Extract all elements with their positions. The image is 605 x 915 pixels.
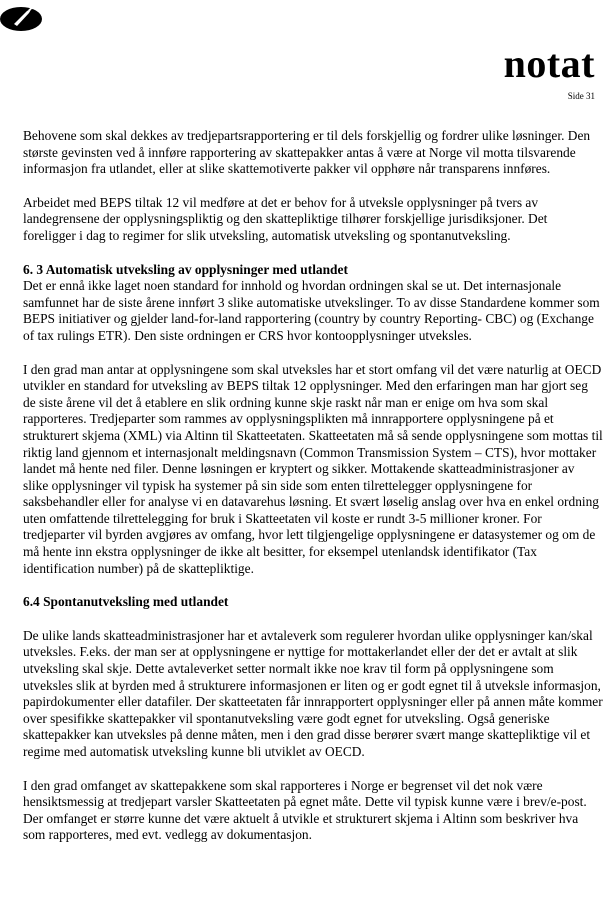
paragraph-1: Behovene som skal dekkes av tredjepartsrapportering er til dels forskjellig og fordrer ulike løsninger. Den største gevinsten ved å innføre rapportering av skattepakker antas å være at Norge vil motta tilsvarende informasjon fra utlandet, eller at slike skattemotiverte pakker vil opphøre når transparens innføres. — [23, 128, 591, 177]
logo-mark-icon — [0, 2, 46, 32]
section-heading-6-4: 6.4 Spontanutveksling med utlandet — [23, 594, 229, 610]
paragraph-6: I den grad omfanget av skattepakkene som skal rapporteres i Norge er begrenset vil det nok være hensiktsmessig at tredjepart varsler Skatteetaten på egnet måte. Dette vil typisk kunne være i brev/e-post. Der omfanget er større kunne det være aktuelt å utvikle et strukturert skjema i Altinn som beskriver hva som rapporteres, med evt. vedlegg av dokumentasjon. — [23, 777, 587, 843]
paragraph-5: De ulike lands skatteadministrasjoner har et avtaleverk som regulerer hvordan ulike opplysninger kan/skal utveksles. F.eks. der man ser at opplysningene er nyttige for mottakerlandet eller der det er avtalt at slik utveksling skal skje. Dette avtaleverket setter normalt ikke noe krav til form på opplysningene som utveksles slik at byrden med å strukturere informasjonen er liten og er godt egnet til å utveksle informasjon, papirdokumenter eller datafiler. Der skatteetaten får innrapportert opplysninger eller på annen måte kommer over spesifikke skattepakker vil spontanutveksling være godt egnet for utveksling. Også generiske skattepakker kan utveksles på denne måten, men i den grad disse berører svært mange skattepliktige vil et regime med automatisk utveksling kunne bli utviklet av OECD. — [23, 627, 603, 759]
section-heading-6-3: 6. 3 Automatisk utveksling av opplysninger med utlandet — [23, 261, 348, 277]
document-type-title: notat — [503, 41, 595, 86]
paragraph-3: Det er ennå ikke laget noen standard for innhold og hvordan ordningen skal se ut. Det internasjonale samfunnet har de siste årene innført 3 slike automatiske utvekslinger. To av disse Standardene kommer som BEPS initiativer og gjelder land-for-land rapportering (country by country Reporting- CBC) og (Exchange of tax rulings ETR). Den siste ordningen er CRS hvor kontoopplysninger utveksles. — [23, 278, 600, 343]
document-body — [23, 128, 603, 844]
paragraph-4: I den grad man antar at opplysningene som skal utveksles har et stort omfang vil det være naturlig at OECD utvikler en standard for utveksling av BEPS tiltak 12 opplysninger. Med den erfaringen man har gjort seg de siste årene vil det å etablere en slik ordning kunne skje raskt når man er enige om hva som skal rapporteres. Tredjeparter som rammes av opplysningsplikten må innrapportere opplysningene på et strukturert skjema (XML) via Altinn til Skatteetaten. Skatteetaten må så sende opplysningene som mottas til riktig land gjennom et internasjonalt meldingsnavn (Common Transmission System – CTS), hvor mottaker landet må hente ned filer. Denne løsningen er kryptert og sikker. Mottakende skatteadministrasjoner av slike opplysninger vil typisk ha systemer på sin side som enten tilrettelegger opplysningene for saksbehandler eller for analyse vi en datavarehus løsning. Et svært løselig anslag over hva en enkel ordning uten omfattende tilrettelegging for bruk i Skatteetaten vil koste er rundt 3-5 millioner kroner. For tredjeparter vil byrden avgjøres av omfang, hvor lett tilgjengelige opplysningene er datasystemer og om de må hente inn ekstra opplysninger de ikke alt besitter, for eksempel utenlandsk identifikator (Tax identification number) på de skattepliktige. — [23, 361, 603, 576]
page-number: Side 31 — [567, 91, 595, 101]
paragraph-2: Arbeidet med BEPS tiltak 12 vil medføre at det er behov for å utveksle opplysninger på tvers av landegrensene der opplysningspliktig og den skattepliktige tilhører forskjellige jurisdiksjoner. Det foreligger i dag to regimer for slik utveksling, automatisk utveksling og spontanutveksling. — [23, 194, 548, 243]
